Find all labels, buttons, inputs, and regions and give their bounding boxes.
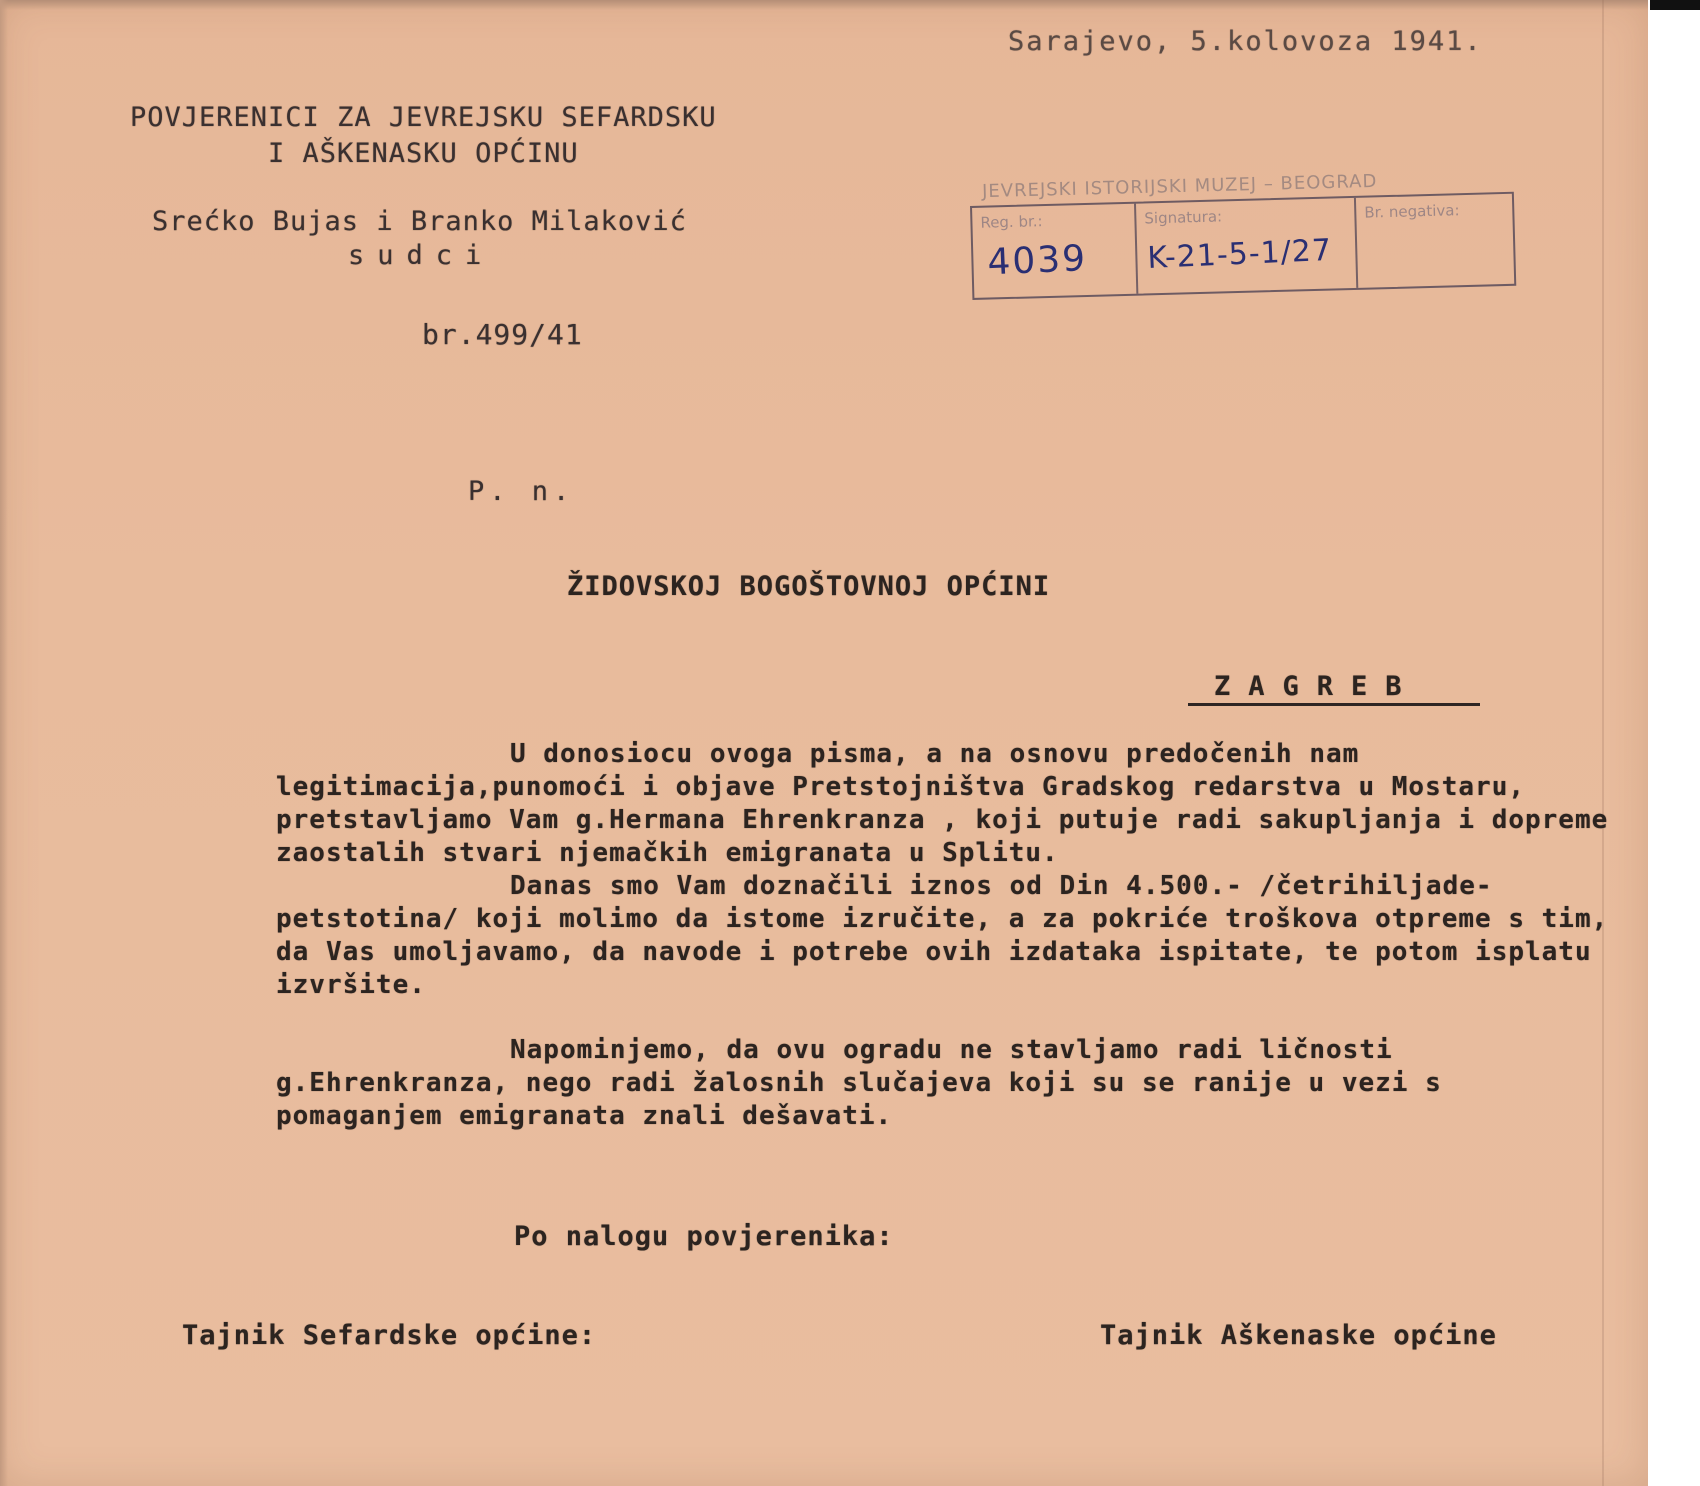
body-paragraph: [276, 738, 1625, 870]
paper-left-edge: [0, 0, 8, 1486]
archive-stamp-title: JEVREJSKI ISTORIJSKI MUZEJ – BEOGRAD: [981, 170, 1378, 203]
stamp-reg-number: 4039: [986, 238, 1088, 284]
body-paragraph-text: Danas smo Vam doznačili iznos od Din 4.500.- /četrihiljade-petstotina/ koji molimo da istome izručite, a za pokriće troškova otpreme s tim, da Vas umoljavamo, da navode i potrebe ovih izdataka ispitate, te potom isplatu izvršite.: [276, 871, 1625, 1000]
letter-body: [276, 738, 1625, 1133]
closing-line: Po nalogu povjerenika:: [514, 1221, 894, 1252]
archive-stamp: [970, 192, 1516, 300]
body-paragraph: [276, 1034, 1616, 1133]
sender-header-line2: I AŠKENASKU OPĆINU: [268, 138, 579, 169]
stamp-cell-signature: [1136, 198, 1358, 294]
letter-date: Sarajevo, 5.kolovoza 1941.: [1008, 26, 1483, 57]
body-paragraph-text: Napominjemo, da ovu ogradu ne stavljamo radi ličnosti g.Ehrenkranza, nego radi žalosnih slučajeva koji su se ranije u vezi s pomaganjem emigranata znali dešavati.: [276, 1035, 1459, 1131]
recipient: ŽIDOVSKOJ BOGOŠTOVNOJ OPĆINI: [567, 571, 1051, 602]
reference-number: br.499/41: [422, 318, 583, 351]
signature-ashkenazi-secretary: Tajnik Aškenaske općine: [1100, 1320, 1497, 1351]
recipient-city: ZAGREB: [1214, 671, 1420, 702]
stamp-signature-value: K-21-5-1/27: [1146, 232, 1333, 276]
paper-top-edge: [0, 0, 1648, 10]
scan-corner-mark: [1650, 0, 1700, 10]
stamp-label-reg: Reg. br.:: [980, 212, 1043, 232]
stamp-label-negative: Br. negativa:: [1364, 201, 1460, 222]
sender-role: sudci: [348, 240, 495, 271]
sender-header-line1: POVJERENICI ZA JEVREJSKU SEFARDSKU: [130, 102, 717, 133]
body-paragraph-text: U donosiocu ovoga pisma, a na osnovu predočenih nam legitimacija,punomoći i objave Pretstojništva Gradskog redarstva u Mostaru, pretstavljamo Vam g.Hermana Ehrenkranza , koji putuje radi sakupljanja i dopreme zaostalih stvari njemačkih emigranata u Splitu.: [276, 739, 1625, 868]
scan-margin: [1648, 0, 1700, 1486]
stamp-cell-reg: [972, 204, 1138, 298]
stamp-label-signature: Signatura:: [1144, 207, 1223, 228]
signature-sefardic-secretary: Tajnik Sefardske općine:: [182, 1320, 597, 1351]
body-paragraph: [276, 870, 1625, 1002]
city-underline: [1188, 703, 1480, 706]
salutation: P. n.: [468, 476, 575, 507]
stamp-cell-negative: [1356, 194, 1514, 288]
sender-names: Srećko Bujas i Branko Milaković: [152, 206, 687, 237]
